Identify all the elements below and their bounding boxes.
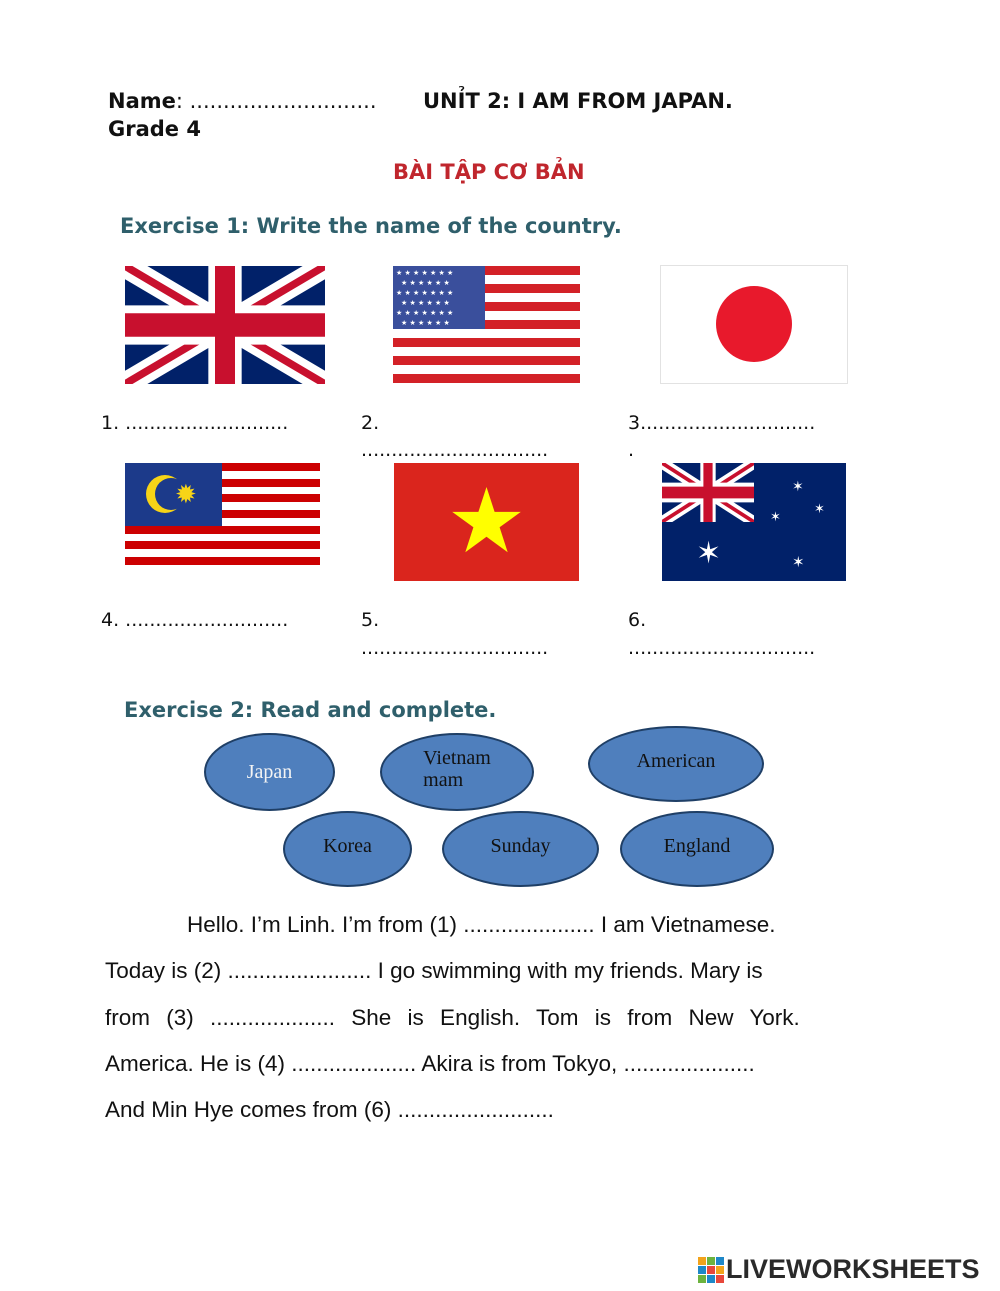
svg-text:✶: ✶ [696, 536, 722, 571]
australia-flag [662, 463, 846, 581]
svg-text:★ ★ ★ ★ ★ ★: ★ ★ ★ ★ ★ ★ [401, 319, 450, 327]
word-korea: Korea [323, 835, 372, 857]
answer-blank-5[interactable]: ............................... [361, 637, 549, 659]
exercise-2-title: Exercise 2: Read and complete. [124, 698, 497, 722]
word-japan: Japan [246, 761, 293, 783]
name-blank: : ............................ [175, 89, 377, 113]
vietnam-flag [394, 463, 579, 581]
answer-number-2: 2. [361, 412, 380, 434]
paragraph-line-5: And Min Hye comes from (6) ......................... [105, 1097, 554, 1122]
grade-label: Grade 4 [108, 117, 201, 141]
malaysia-flag [125, 463, 320, 573]
svg-text:★ ★ ★ ★ ★ ★: ★ ★ ★ ★ ★ ★ [401, 279, 450, 287]
answer-blank-3-cont: . [628, 439, 635, 461]
japan-flag [660, 265, 848, 384]
usa-flag [393, 266, 580, 383]
word-vietnam-line1: Vietnam [423, 747, 491, 769]
svg-text:✶: ✶ [792, 553, 805, 571]
liveworksheets-logo-text[interactable]: LIVEWORKSHEETS [726, 1254, 980, 1284]
word-american: American [636, 750, 716, 772]
exercise-1-title: Exercise 1: Write the name of the country. [120, 214, 622, 238]
svg-text:★ ★ ★ ★ ★ ★: ★ ★ ★ ★ ★ ★ [401, 299, 450, 307]
united-kingdom-flag [125, 266, 325, 384]
word-oval-american [588, 726, 764, 802]
answer-number-6: 6. [628, 609, 647, 631]
answer-blank-4[interactable]: 4. ........................... [101, 609, 289, 631]
word-england: England [663, 835, 731, 857]
answer-blank-3[interactable]: 3............................. [628, 412, 816, 434]
paragraph-line-2: Today is (2) ....................... I go swimming with my friends. Mary is [105, 958, 763, 983]
liveworksheets-logo-icon [698, 1257, 724, 1283]
section-title: BÀI TẬP CƠ BẢN [393, 160, 585, 184]
word-oval-england [620, 811, 774, 887]
answer-blank-1[interactable]: 1. ........................... [101, 412, 289, 434]
svg-text:★ ★ ★ ★ ★ ★ ★: ★ ★ ★ ★ ★ ★ ★ [396, 289, 454, 297]
paragraph-line-1: Hello. I’m Linh. I’m from (1) ..................... I am Vietnamese. [187, 912, 776, 937]
answer-blank-6[interactable]: ............................... [628, 637, 816, 659]
svg-text:✹: ✹ [175, 480, 197, 510]
answer-blank-2[interactable]: ............................... [361, 439, 549, 461]
word-sunday: Sunday [490, 835, 551, 857]
word-oval-vietnam [380, 733, 534, 811]
svg-text:★ ★ ★ ★ ★ ★ ★: ★ ★ ★ ★ ★ ★ ★ [396, 269, 454, 277]
svg-text:✶: ✶ [814, 502, 825, 517]
svg-text:✶: ✶ [770, 510, 781, 525]
unit-title: UNỈT 2: I AM FROM JAPAN. [423, 89, 733, 113]
svg-text:✶: ✶ [792, 479, 804, 495]
word-vietnam-line2: mam [423, 769, 464, 791]
word-oval-sunday [442, 811, 599, 887]
word-oval-korea [283, 811, 412, 887]
word-vietnam [423, 747, 491, 791]
paragraph-line-3: from (3) .................... She is English. Tom is from New York. [105, 1005, 800, 1030]
answer-number-5: 5. [361, 609, 380, 631]
name-label: Name [108, 89, 176, 113]
svg-text:★ ★ ★ ★ ★ ★ ★: ★ ★ ★ ★ ★ ★ ★ [396, 309, 454, 317]
paragraph-line-4: America. He is (4) .................... Akira is from Tokyo, ..................... [105, 1051, 755, 1076]
name-line [108, 89, 377, 113]
word-oval-japan [204, 733, 335, 811]
